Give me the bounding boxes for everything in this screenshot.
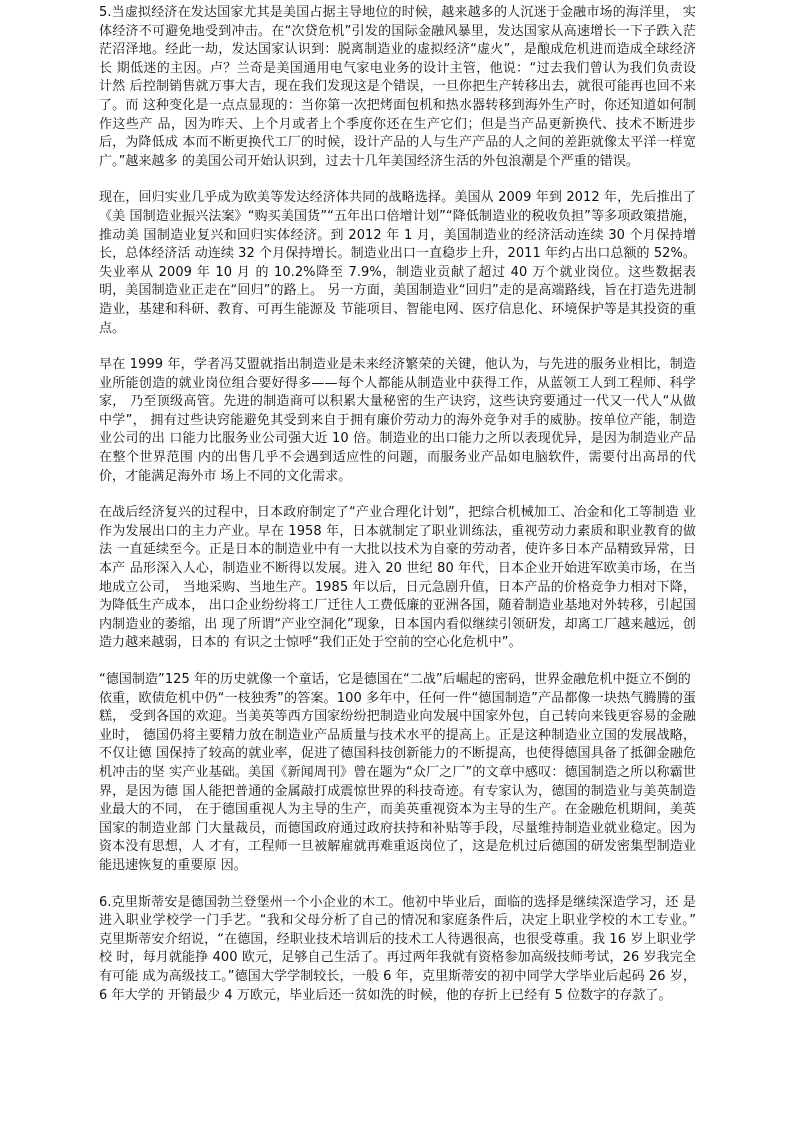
paragraph-germany-manufacturing: 依重，欧债危机中仍“一枝独秀”的答案。100 多年中，任何一件“德国制造”产品都像一块热气腾腾的蛋糕， 受到各国的欢迎。当美英等西方国家纷纷把制造业向发展中国家外包，自己转向来钱更容易的金融业时， 德国仍将主要精力放在制造业产品质量与技术水平的提高上。正是这种制造业立国的发展战略，不仅让德 国保持了较高的就业率，促进了德国科技创新能力的不断提高，也使得德国具备了抵御金融危机冲击的坚 实产业基础。美国《新闻周刊》曾在题为“众厂之厂”的文章中感叹：德国制造之所以称霸世界，是因为德 国人能把普通的金属敲打成震惊世界的科技奇迹。有专家认为，德国的制造业与美英制造业最大的不同， 在于德国重视人为主导的生产，而美英重视资本为主导的生产。在金融危机期间，美英国家的制造业部 门大量裁员，而德国政府通过政府扶持和补贴等手段，尽量维持制造业就业稳定。因为资本没有思想，人 才有，工程师一旦被解雇就再难重返岗位了，这是危机过后德国的研发密集型制造业能迅速恢复的重要原 因。 <box>99 690 696 873</box>
paragraph-germany-heading-line: “德国制造”125 年的历史就像一个童话，它是德国在“二战”后崛起的密码，世界金融危机中挺立不倒的 <box>99 672 691 687</box>
paragraph-manufacturing-key: 早在 1999 年，学者冯艾盟就指出制造业是未来经济繁荣的关键，他认为，与先进的服务业相比，制造 业所能创造的就业岗位组合要好得多——每个人都能从制造业中获得工作，从蓝领工人到工程师、科学家， 乃至顶级高管。先进的制造商可以积累大量秘密的生产诀窍，这些诀窍要通过一代又一代人“从做中学”， 拥有过些诀窍能避免其受到来自于拥有廉价劳动力的海外竞争对手的威胁。按单位产能，制造业公司的出 口能力比服务业公司强大近 10 倍。制造业的出口能力之所以表现优异，是因为制造业产品在整个世界范围 内的出售几乎不会遇到适应性的问题，而服务业产品如电脑软件，需要付出高昂的代价，才能满足海外市 场上不同的文化需求。 <box>99 357 696 484</box>
document-page <box>99 4 696 1005</box>
paragraph-japan-manufacturing: 在战后经济复兴的过程中，日本政府制定了“产业合理化计划”，把综合机械加工、冶金和化工等制造 业作为发展出口的主力产业。早在 1958 年，日本就制定了职业训练法，重视劳动力素质和职业教育的做法 一直延续至今。正是日本的制造业中有一大批以技术为自豪的劳动者，使许多日本产品精致异常，日本产 品形深入人心，制造业不断得以发展。进入 20 世纪 80 年代，日本企业开始进军欧美市场，在当地成立公司， 当地采购、当地生产。1985 年以后，日元急剧升值，日本产品的价格竞争力相对下降，为降低生产成本， 出口企业纷纷将工厂迁往人工费低廉的亚洲各国，随着制造业基地对外转移，引起国内制造业的萎缩，出 现了所谓“产业空洞化”现象，日本国内看似继续引领研发，却离工厂越来越远，创造力越来越弱，日本的 有识之士惊呼“我们正处于空前的空心化危机中”。 <box>99 505 696 651</box>
paragraph-us-virtual-economy: 5.当虚拟经济在发达国家尤其是美国占据主导地位的时候，越来越多的人沉迷于金融市场的海洋里， 实体经济不可避免地受到冲击。在“次贷危机”引发的国际金融风暴里，发达国家从高速增长一下子跌入茫 茫沼泽地。经此一劫，发达国家认识到：脱离制造业的虚拟经济“虚火”，是酿成危机进而造成全球经济长 期低迷的主因。卢？兰奇是美国通用电气家电业务的设计主管，他说：“过去我们曾认为我们负责设计然 后控制销售就万事大吉，现在我们发现这是个错误，一旦你把生产转移出去，就很可能再也回不来了。而 这种变化是一点点显现的：当你第一次把烤面包机和热水器转移到海外生产时，你还知道如何制作这些产 品，因为昨天、上个月或者上个季度你还在生产它们；但是当产品更新换代、技术不断进步后，为降低成 本而不断更换代工厂的时候，设计产品的人与生产产品的人之间的差距就像太平洋一样宽广。”越来越多 的美国公司开始认识到，过去十几年美国经济生活的外包浪潮是个严重的错误。 <box>99 5 696 169</box>
paragraph-us-reindustrialization: 现在，回归实业几乎成为欧美等发达经济体共同的战略选择。美国从 2009 年到 2012 年，先后推出了《美 国制造业振兴法案》“购买美国货”“五年出口倍增计划”“降低制造业的税收负担”等多项政策措施，推动美 国制造业复兴和回归实体经济。到 2012 年 1 月，美国制造业的经济活动连续 30 个月保持增长，总体经济活 动连续 32 个月保持增长。制造业出口一直稳步上升，2011 年约占出口总额的 52%。失业率从 2009 年 10 月 的 10.2%降至 7.9%，制造业贡献了超过 40 万个就业岗位。这些数据表明，美国制造业正走在“回归”的路上。 另一方面，美国制造业“回归”走的是高端路线，旨在打造先进制造业，基建和科研、教育、可再生能源及 节能项目、智能电网、医疗信息化、环境保护等是其投资的重点。 <box>99 190 696 336</box>
paragraph-christian-carpenter: 6.克里斯蒂安是德国勃兰登堡州一个小企业的木工。他初中毕业后，面临的选择是继续深造学习，还 是进入职业学校学一门手艺。“我和父母分析了自己的情况和家庭条件后，决定上职业学校的木工专业。” 克里斯蒂安介绍说，“在德国，经职业技术培训后的技术工人待遇很高，也很受尊重。我 16 岁上职业学校 时，每月就能挣 400 欧元，足够自己生活了。再过两年我就有资格参加高级技师考试，26 岁我完全有可能 成为高级技工。”德国大学学制较长，一般 6 年，克里斯蒂安的初中同学大学毕业后起码 26 岁，6 年大学的 开销最少 4 万欧元，毕业后还一贫如洗的时候，他的存折上已经有 5 位数字的存款了。 <box>99 894 696 1003</box>
